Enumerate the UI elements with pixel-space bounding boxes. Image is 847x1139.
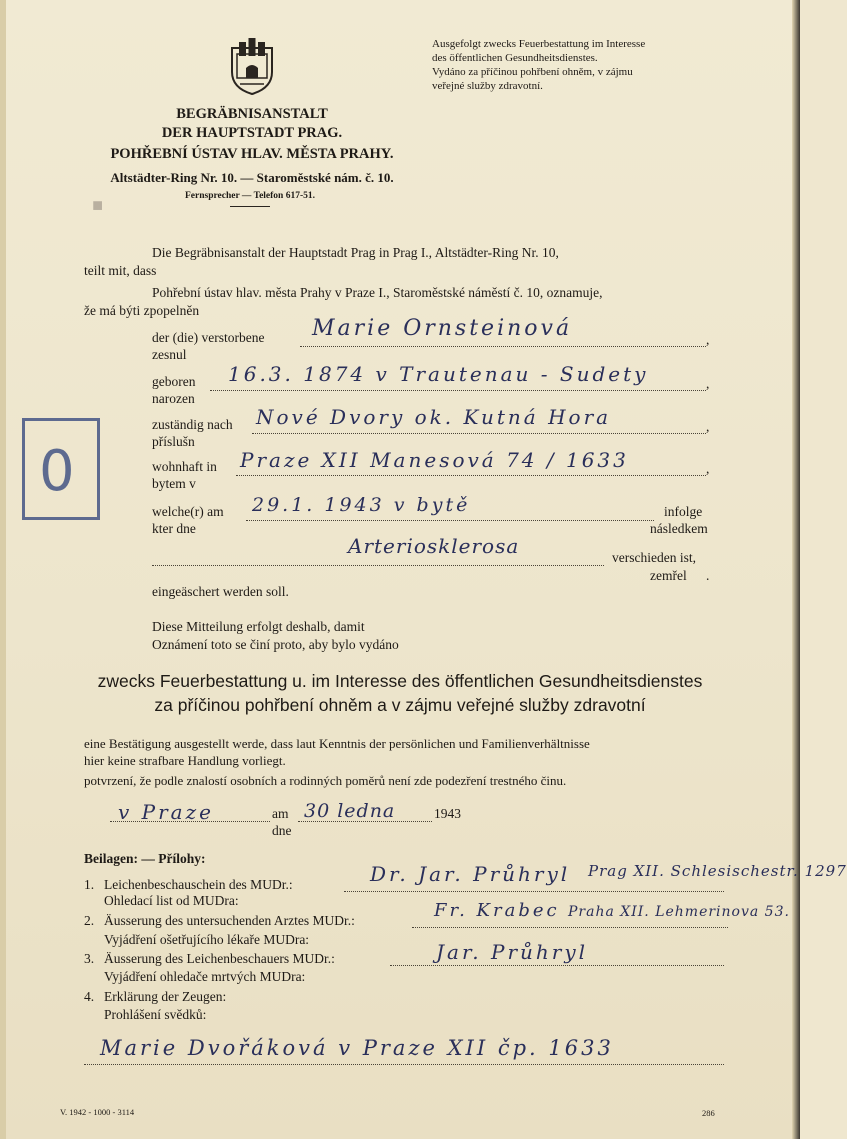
- attachment-2-note: Praha XII. Lehmerinova 53.: [568, 904, 790, 920]
- stamp-letter: 0: [39, 439, 75, 504]
- purpose-headline-cz: za příčinou pohřbení ohněm a v zájmu veřejné služby zdravotní: [154, 695, 646, 715]
- attachment-2-cz: Vyjádření ošetřujícího lékaře MUDra:: [104, 932, 310, 947]
- domicile-value: Nové Dvory ok. Kutná Hora: [256, 405, 612, 429]
- form-number: 286: [702, 1108, 715, 1118]
- confirm-de-line-2: hier keine strafbare Handlung vorliegt.: [84, 753, 286, 768]
- domicile-line: [252, 433, 706, 434]
- attachment-2-de: Äusserung des untersuchenden Arztes MUDr.:: [104, 913, 355, 928]
- attachment-2-value: Fr. Krabec: [434, 900, 560, 921]
- attachment-1-num: 1.: [84, 877, 95, 892]
- domicile-label-cz: příslušn: [152, 434, 195, 449]
- attachment-4-cz: Prohlášení svědků:: [104, 1007, 207, 1022]
- attachments-title: Beilagen: — Přílohy:: [84, 851, 206, 866]
- print-code: V. 1942 - 1000 - 3114: [60, 1107, 135, 1117]
- dated-am-label: am: [272, 806, 289, 821]
- notice-cz-line-2: veřejné služby zdravotní.: [432, 80, 543, 92]
- date-label-cz: kter dne: [152, 521, 196, 536]
- institution-name-cz: POHŘEBNÍ ÚSTAV HLAV. MĚSTA PRAHY.: [110, 146, 394, 162]
- header-notice: [432, 37, 732, 93]
- deceased-line: [300, 346, 706, 347]
- confirm-de-line-1: eine Bestätigung ausgestellt werde, dass laut Kenntnis der persönlichen und Familienverhältnisse: [84, 736, 590, 751]
- attachment-1-de: Leichenbeschauschein des MUDr.:: [104, 877, 293, 892]
- attachment-1-value: Dr. Jar. Průhryl: [370, 862, 571, 886]
- born-label-cz: narozen: [152, 391, 195, 406]
- institution-address: Altstädter-Ring Nr. 10. — Staroměstské nám. č. 10.: [110, 170, 394, 185]
- attachment-3-cz: Vyjádření ohledače mrtvých MUDra:: [104, 969, 306, 984]
- document-page: Ausgefolgt zwecks Feuerbestattung im Interesse des öffentlichen Gesundheitsdienstes. Vydáno za příčinou pohřbení ohněm, v zájmu veřejné služby zdravotní. BEGRÄBNISANSTALT DER HAUPTSTADT PRAG. POHŘEBNÍ ÚSTAV HLAV. MĚSTA PRAHY. Altstädter-Ring Nr. 10. — Staroměstské nám. č. 10. Fernsprecher — Telefon 617-51. ■ Die Begräbnisanstalt der Hauptstadt Prag in Prag I., Altstädter-Ring Nr. 10, teilt mit, dass Pohřební ústav hlav. města Prahy v Praze I., Staroměstské náměstí č. 10, oznamuje, že má býti zpopelněn der (die) verstorbene zesnul , Marie Ornsteinová geboren narozen , 16.3. 1874 v Trautenau - Sudety zuständig nach příslušn , Nové Dvory ok. Kutná Hora wohnhaft in bytem v , Praze XII Manesová 74 / 1633 welche(r) am kter dne 29.1. 1943 v bytě infolge následkem Arteriosklerosa verschieden ist, zemřel . eingeäschert werden soll. 0 Diese Mitteilung erfolgt deshalb, damit Oznámení toto se činí proto, aby bylo vydáno zwecks Feuerbestattung u. im Interesse des öffentlichen Gesundheitsdienstes za příčinou pohřbení ohněm a v zájmu veřejné služby zdravotní eine Bestätigung ausgestellt werde, dass laut Kenntnis der persönlichen und Familienverhältnisse hier keine strafbare Handlung vorliegt. potvrzení, že podle znalostí osobních a rodinných poměrů není zde podezření trestného činu. v Praze am dne 30 ledna 1943 Beilagen: — Přílohy: 1. Leichenbeschauschein des MUDr.: Ohledací list od MUDra: Dr. Jar. Průhryl Prag XII. Schlesischestr. 1297 2. Äusserung des untersuchenden Arztes MUDr.: Vyjádření ošetřujícího lékaře MUDra: Fr. Krabec Praha XII. Lehmerinova 53. 3. Äusserung des Leichenbeschauers MUDr.: Vyjádření ohledače mrtvých MUDra: Jar. Průhryl 4. Erklärung der Zeugen: Prohlášení svědků: Marie Dvořáková v Praze XII čp. 1633 V. 1942 - 1000 - 3114 286: [0, 0, 800, 1139]
- signed-year: 1943: [434, 806, 461, 821]
- institution-name-de-1: BEGRÄBNISANSTALT: [176, 106, 328, 122]
- purpose-cz: Oznámení toto se činí proto, aby bylo vydáno: [152, 637, 399, 652]
- phone-underline: [230, 206, 270, 207]
- deceased-label-de: der (die) verstorbene: [152, 330, 265, 345]
- born-value: 16.3. 1874 v Trautenau - Sudety: [228, 362, 649, 386]
- cause-line: [152, 565, 604, 566]
- died-label-cz: zemřel: [650, 568, 687, 583]
- institution-phone: Fernsprecher — Telefon 617-51.: [185, 191, 315, 201]
- attachment-1-line: [344, 891, 724, 892]
- attachment-3-de: Äusserung des Leichenbeschauers MUDr.:: [104, 951, 335, 966]
- due-label-de: infolge: [664, 504, 703, 519]
- notice-de-line-2: des öffentlichen Gesundheitsdienstes.: [432, 52, 598, 64]
- intro-de-line-1: Die Begräbnisanstalt der Hauptstadt Prag in Prag I., Altstädter-Ring Nr. 10,: [152, 245, 559, 260]
- prague-coat-of-arms-icon: [228, 34, 276, 96]
- date-label-de: welche(r) am: [152, 504, 224, 519]
- residence-label-de: wohnhaft in: [152, 459, 217, 474]
- attachment-4-num: 4.: [84, 989, 95, 1004]
- born-line: [210, 390, 706, 391]
- intro-de-line-2: teilt mit, dass: [84, 263, 157, 278]
- confirm-cz: potvrzení, že podle znalostí osobních a rodinných poměrů není zde podezření trestného činu.: [84, 773, 567, 788]
- date-line: [246, 520, 654, 521]
- domicile-label-de: zuständig nach: [152, 417, 233, 432]
- residence-label-cz: bytem v: [152, 476, 196, 491]
- attachment-3-num: 3.: [84, 951, 95, 966]
- purpose-headline-de: zwecks Feuerbestattung u. im Interesse des öffentlichen Gesundheitsdienstes: [97, 671, 703, 691]
- paper-edge-left: [0, 0, 6, 1139]
- attachment-3-value: Jar. Průhryl: [436, 940, 589, 964]
- died-label-de: verschieden ist,: [612, 550, 696, 565]
- purpose-de: Diese Mitteilung erfolgt deshalb, damit: [152, 619, 365, 634]
- attachment-1-note: Prag XII. Schlesischestr. 1297: [588, 862, 847, 880]
- signed-date-value: 30 ledna: [304, 800, 396, 822]
- deceased-name-value: Marie Ornsteinová: [312, 316, 573, 341]
- intro-cz-line-2: že má býti zpopelněn: [84, 303, 200, 318]
- cremated-label: eingeäschert werden soll.: [152, 584, 289, 599]
- institution-name-de-2: DER HAUPTSTADT PRAG.: [161, 125, 343, 141]
- attachment-4-de: Erklärung der Zeugen:: [104, 989, 227, 1004]
- notice-cz-line-1: Vydáno za příčinou pohřbení ohněm, v zájmu: [432, 66, 633, 78]
- born-label-de: geboren: [152, 374, 196, 389]
- stamp-box: [22, 418, 100, 520]
- deceased-label-cz: zesnul: [152, 347, 187, 362]
- paper-edge-right: [792, 0, 800, 1139]
- cause-value: Arteriosklerosa: [348, 534, 520, 558]
- attachment-1-cz: Ohledací list od MUDra:: [104, 893, 239, 908]
- notice-de-line-1: Ausgefolgt zwecks Feuerbestattung im Interesse: [432, 38, 646, 50]
- intro-cz-line-1: Pohřební ústav hlav. města Prahy v Praze I., Staroměstské náměstí č. 10, oznamuje,: [152, 285, 603, 300]
- attachment-4-value: Marie Dvořáková v Praze XII čp. 1633: [100, 1036, 614, 1060]
- due-label-cz: následkem: [650, 521, 708, 536]
- dated-dne-label: dne: [272, 823, 292, 838]
- attachment-3-line: [390, 965, 724, 966]
- place-value: v Praze: [118, 800, 214, 824]
- bleed-through-stamp: ■: [86, 200, 107, 211]
- residence-value: Praze XII Manesová 74 / 1633: [240, 448, 629, 472]
- residence-line: [236, 475, 706, 476]
- attachment-2-num: 2.: [84, 913, 95, 928]
- attachment-4-line: [84, 1064, 724, 1065]
- death-date-value: 29.1. 1943 v bytě: [252, 494, 471, 516]
- attachment-2-line: [412, 927, 728, 928]
